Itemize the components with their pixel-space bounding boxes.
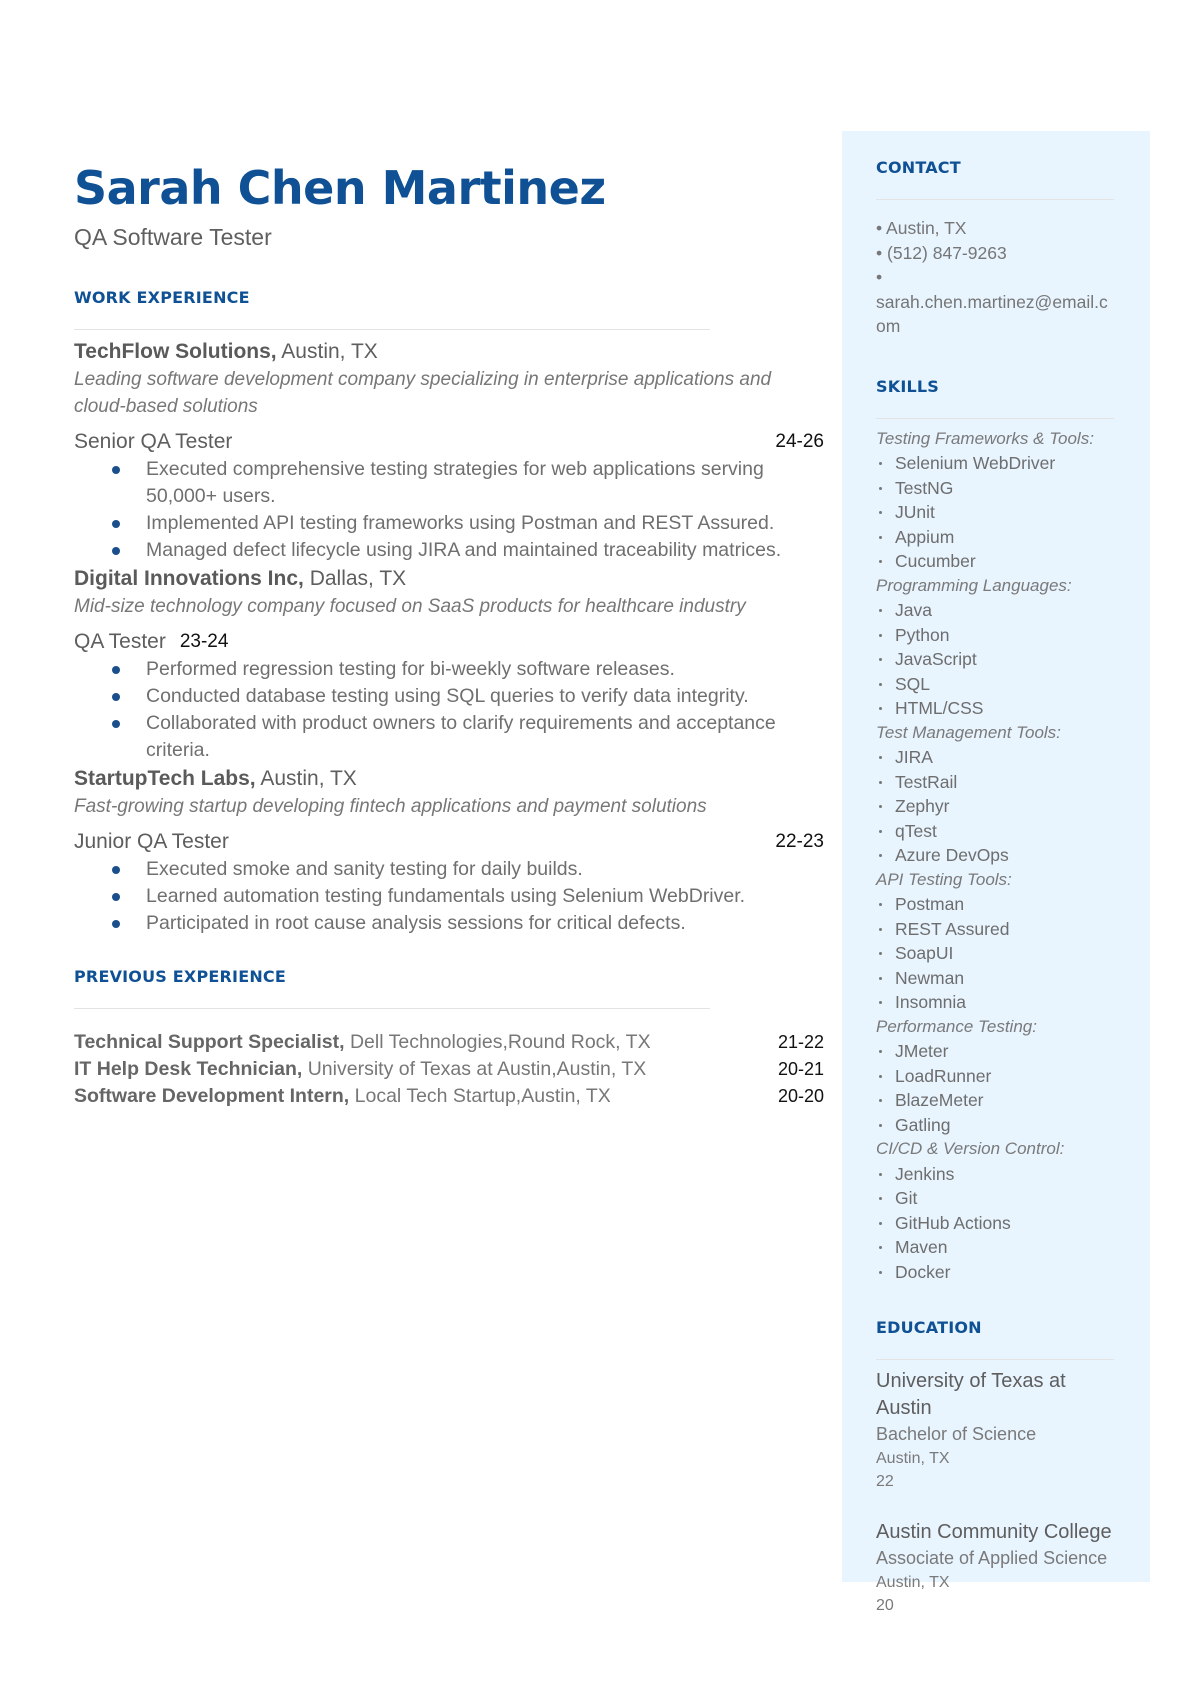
previous-experience-heading: PREVIOUS EXPERIENCE — [74, 967, 286, 986]
bullet-icon — [879, 511, 882, 514]
skill-item — [876, 647, 1116, 672]
bullet-icon — [879, 756, 882, 759]
skill-category: Test Management Tools: — [876, 722, 1061, 742]
skill-name: Git — [895, 1188, 918, 1208]
bullet-icon — [879, 830, 882, 833]
education-entry — [876, 1519, 1116, 1617]
bullet-icon — [879, 707, 882, 710]
contact-email-link[interactable]: sarah.chen.martinez@email.com — [876, 291, 1108, 336]
skill-category: CI/CD & Version Control: — [876, 1139, 1065, 1158]
previous-role-org: University of Texas at Austin,Austin, TX — [307, 1058, 647, 1080]
skill-name: Docker — [895, 1261, 951, 1282]
previous-role-dates: 20-21 — [777, 1059, 824, 1079]
achievement-item — [146, 710, 824, 764]
achievement-item — [146, 910, 824, 937]
skill-name: TestNG — [895, 477, 954, 498]
previous-role — [74, 1056, 824, 1083]
company-description: Mid-size technology company focused on SaaS products for healthcare industry — [74, 596, 746, 617]
bullet-icon: • — [876, 242, 883, 263]
bullet-icon — [879, 1222, 882, 1225]
skill-name: Java — [895, 600, 932, 620]
skill-name: qTest — [895, 820, 937, 841]
bullet-icon — [879, 854, 882, 857]
skill-name: HTML/CSS — [895, 698, 984, 718]
skill-item — [876, 672, 1116, 697]
job-entry — [74, 565, 824, 764]
skill-name: Insomnia — [895, 992, 967, 1012]
skill-item — [876, 1235, 1116, 1260]
previous-role-dates: 21-22 — [777, 1032, 824, 1052]
bullet-icon — [879, 1124, 882, 1127]
skill-name: JMeter — [895, 1041, 949, 1061]
skill-name: Postman — [895, 894, 965, 914]
skill-name: LoadRunner — [895, 1065, 992, 1086]
job-title: QA Software Tester — [74, 224, 272, 250]
role-dates: 22-23 — [775, 831, 824, 852]
bullet-icon — [112, 547, 120, 555]
contact-email — [876, 265, 1116, 339]
company-location: Austin, TX — [281, 340, 378, 363]
bullet-icon — [112, 720, 120, 728]
skill-item — [876, 696, 1116, 721]
skill-item — [876, 892, 1116, 917]
skill-item — [876, 917, 1116, 942]
achievement-item — [146, 456, 824, 510]
previous-role — [74, 1029, 824, 1056]
bullet-icon — [112, 866, 120, 874]
skill-item — [876, 451, 1116, 476]
bullet-icon — [879, 928, 882, 931]
skill-item — [876, 770, 1116, 795]
bullet-icon — [879, 1099, 882, 1102]
bullet-icon — [879, 1246, 882, 1249]
section-divider — [876, 418, 1114, 419]
bullet-icon — [879, 903, 882, 906]
role-title: Junior QA Tester — [74, 830, 229, 853]
achievement-text: Collaborated with product owners to clarify requirements and acceptance criteria. — [146, 712, 776, 761]
skill-item — [876, 1211, 1116, 1236]
skill-item — [876, 794, 1116, 819]
bullet-icon — [879, 1075, 882, 1078]
skill-category: Programming Languages: — [876, 575, 1072, 595]
skill-category: API Testing Tools: — [876, 869, 1012, 889]
contact-phone — [876, 241, 1116, 266]
skill-item — [876, 525, 1116, 550]
contact-phone-text: (512) 847-9263 — [887, 242, 1007, 263]
education-entry — [876, 1368, 1116, 1493]
section-divider — [74, 1008, 710, 1009]
bullet-icon — [879, 952, 882, 955]
bullet-icon — [879, 1173, 882, 1176]
skill-item — [876, 1113, 1116, 1138]
school-location: Austin, TX — [876, 1450, 950, 1467]
bullet-icon — [879, 977, 882, 980]
main-column — [74, 158, 824, 1110]
section-divider — [74, 329, 710, 330]
skill-name: Azure DevOps — [895, 845, 1009, 865]
contact-heading: CONTACT — [876, 158, 961, 177]
bullet-icon — [879, 1050, 882, 1053]
company-location: Dallas, TX — [309, 567, 407, 590]
previous-role-title: IT Help Desk Technician, — [74, 1058, 303, 1080]
achievement-item — [146, 656, 824, 683]
skill-name: Newman — [895, 967, 965, 988]
skill-item — [876, 819, 1116, 844]
skill-item — [876, 500, 1116, 525]
section-divider — [876, 199, 1114, 200]
graduation-year: 20 — [876, 1597, 894, 1614]
job-entry — [74, 765, 824, 937]
bullet-icon — [879, 781, 882, 784]
achievement-text: Conducted database testing using SQL queries to verify data integrity. — [146, 685, 749, 707]
previous-role-dates: 20-20 — [777, 1086, 824, 1106]
role-row — [74, 828, 824, 856]
skill-name: TestRail — [895, 771, 958, 792]
bullet-icon — [112, 693, 120, 701]
skill-item — [876, 623, 1116, 648]
bullet-icon — [879, 1271, 882, 1274]
bullet-icon — [112, 466, 120, 474]
company-line — [74, 338, 824, 366]
bullet-icon — [879, 462, 882, 465]
skill-name: Gatling — [895, 1114, 951, 1135]
achievement-item — [146, 856, 824, 883]
achievement-text: Managed defect lifecycle using JIRA and maintained traceability matrices. — [146, 539, 782, 561]
sidebar — [876, 158, 1116, 1617]
skill-name: Maven — [895, 1237, 948, 1257]
achievement-text: Executed smoke and sanity testing for daily builds. — [146, 858, 583, 880]
role-dates: 24-26 — [775, 431, 824, 452]
skill-name: GitHub Actions — [895, 1212, 1011, 1233]
skill-name: Python — [895, 624, 950, 645]
school-name: University of Texas at Austin — [876, 1370, 1066, 1419]
company-location: Austin, TX — [260, 767, 357, 790]
degree: Associate of Applied Science — [876, 1548, 1108, 1568]
achievement-list — [74, 456, 824, 564]
skill-item — [876, 476, 1116, 501]
skill-category: Testing Frameworks & Tools: — [876, 428, 1094, 448]
company-name: StartupTech Labs, — [74, 767, 256, 790]
role-title: Senior QA Tester — [74, 430, 233, 453]
previous-role — [74, 1083, 824, 1110]
bullet-icon: • — [876, 218, 883, 238]
achievement-text: Participated in root cause analysis sessions for critical defects. — [146, 912, 686, 934]
skill-item — [876, 598, 1116, 623]
achievement-text: Executed comprehensive testing strategies for web applications serving 50,000+ users. — [146, 458, 764, 507]
candidate-name: Sarah Chen Martinez — [74, 161, 606, 215]
skill-name: Jenkins — [895, 1163, 955, 1184]
skill-item — [876, 745, 1116, 770]
skill-name: Zephyr — [895, 796, 950, 816]
bullet-icon — [879, 658, 882, 661]
previous-role-org: Local Tech Startup,Austin, TX — [354, 1085, 611, 1107]
skill-category: Performance Testing: — [876, 1016, 1037, 1036]
bullet-icon — [879, 683, 882, 686]
company-line — [74, 765, 824, 793]
achievement-item — [146, 537, 824, 564]
contact-location — [876, 216, 1116, 241]
previous-role-title: Software Development Intern, — [74, 1085, 350, 1107]
bullet-icon — [879, 1197, 882, 1200]
role-row — [74, 628, 824, 656]
skill-name: JUnit — [895, 502, 935, 522]
skill-item — [876, 1088, 1116, 1113]
skill-name: Appium — [895, 526, 955, 547]
skill-name: SoapUI — [895, 943, 954, 963]
skill-item — [876, 1260, 1116, 1285]
contact-location-text: Austin, TX — [886, 218, 967, 238]
company-description: Fast-growing startup developing fintech applications and payment solutions — [74, 796, 707, 817]
school-location: Austin, TX — [876, 1574, 950, 1591]
previous-role-org: Dell Technologies,Round Rock, TX — [349, 1031, 651, 1053]
skill-item — [876, 1039, 1116, 1064]
bullet-icon — [879, 805, 882, 808]
achievement-list — [74, 856, 824, 937]
role-row — [74, 428, 824, 456]
bullet-icon — [879, 609, 882, 612]
education-heading: EDUCATION — [876, 1318, 982, 1337]
achievement-text: Learned automation testing fundamentals using Selenium WebDriver. — [146, 885, 746, 907]
company-description: Leading software development company specializing in enterprise applications and cloud-based solutions — [74, 369, 772, 417]
achievement-text: Performed regression testing for bi-weekly software releases. — [146, 658, 675, 680]
work-experience-heading: WORK EXPERIENCE — [74, 288, 250, 307]
company-name: Digital Innovations Inc, — [74, 567, 304, 590]
skill-name: REST Assured — [895, 918, 1010, 939]
skill-item — [876, 990, 1116, 1015]
achievement-item — [146, 683, 824, 710]
bullet-icon — [879, 634, 882, 637]
skills-list — [876, 427, 1116, 1285]
bullet-icon — [879, 536, 882, 539]
company-line — [74, 565, 824, 593]
skill-name: Cucumber — [895, 551, 976, 571]
graduation-year: 22 — [876, 1473, 894, 1490]
degree: Bachelor of Science — [876, 1424, 1037, 1444]
skill-name: SQL — [895, 673, 931, 694]
skill-name: BlazeMeter — [895, 1090, 984, 1110]
bullet-icon: • — [876, 267, 883, 287]
skill-item — [876, 1162, 1116, 1187]
bullet-icon — [112, 893, 120, 901]
achievement-item — [146, 510, 824, 537]
bullet-icon — [112, 920, 120, 928]
bullet-icon — [879, 1001, 882, 1004]
skill-item — [876, 1064, 1116, 1089]
skill-item — [876, 1186, 1116, 1211]
bullet-icon — [112, 666, 120, 674]
role-title: QA Tester — [74, 630, 166, 653]
bullet-icon — [879, 487, 882, 490]
job-entry — [74, 338, 824, 564]
skill-item — [876, 549, 1116, 574]
skill-item — [876, 843, 1116, 868]
skill-item — [876, 966, 1116, 991]
achievement-list — [74, 656, 824, 764]
role-dates: 23-24 — [179, 631, 229, 652]
bullet-icon — [879, 560, 882, 563]
bullet-icon — [112, 520, 120, 528]
skill-name: Selenium WebDriver — [895, 453, 1056, 473]
school-name: Austin Community College — [876, 1521, 1112, 1543]
previous-role-title: Technical Support Specialist, — [74, 1031, 345, 1053]
company-name: TechFlow Solutions, — [74, 340, 277, 363]
section-divider — [876, 1359, 1114, 1360]
skills-heading: SKILLS — [876, 376, 939, 396]
skill-name: JavaScript — [895, 649, 977, 669]
skill-item — [876, 941, 1116, 966]
skill-name: JIRA — [895, 747, 933, 767]
achievement-text: Implemented API testing frameworks using Postman and REST Assured. — [146, 512, 775, 534]
achievement-item — [146, 883, 824, 910]
